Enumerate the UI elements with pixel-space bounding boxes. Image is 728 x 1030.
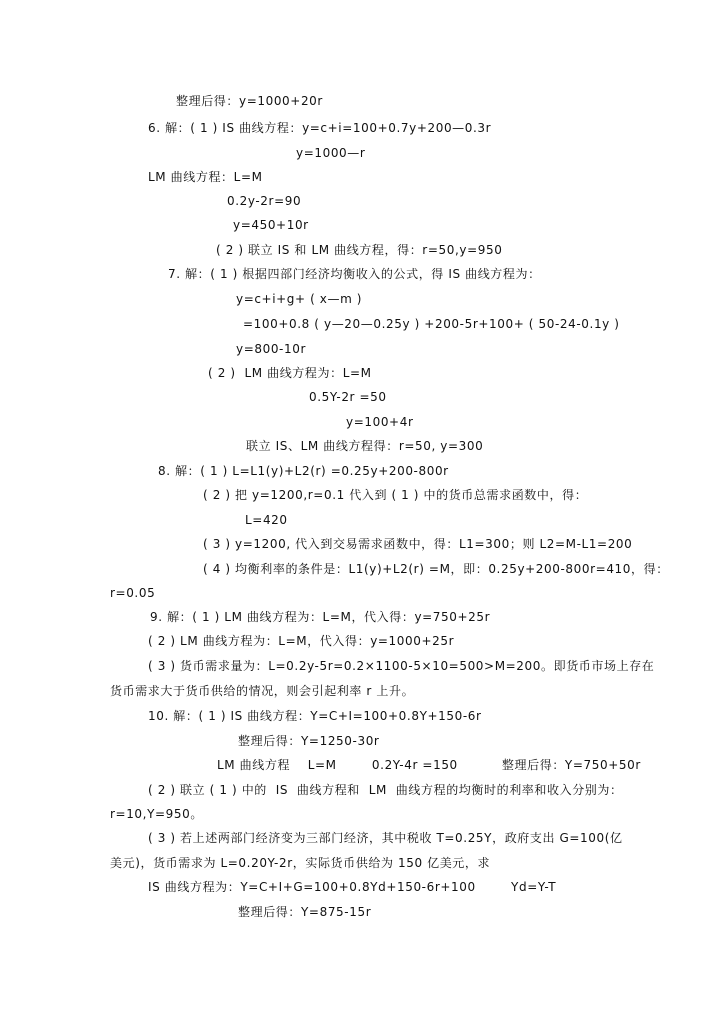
text-line: ( 4 ) 均衡利率的条件是：L1(y)+L2(r) =M，即：0.25y+200-800r=410，得：: [203, 562, 669, 576]
text-line: y=c+i+g+ ( x—m ): [236, 292, 363, 306]
text-line: 6. 解：( 1 ) IS 曲线方程：y=c+i=100+0.7y+200—0.3r: [148, 121, 492, 135]
text-line: 0.2y-2r=90: [227, 194, 302, 208]
text-line: 10. 解：( 1 ) IS 曲线方程：Y=C+I=100+0.8Y+150-6r: [148, 709, 482, 723]
text-line: 联立 IS、LM 曲线方程得：r=50, y=300: [246, 439, 484, 453]
text-line: y=800-10r: [236, 342, 306, 356]
text-line: ( 2 ) 联立 IS 和 LM 曲线方程，得：r=50,y=950: [216, 243, 503, 257]
text-line: 9. 解：( 1 ) LM 曲线方程为：L=M，代入得：y=750+25r: [150, 610, 491, 624]
text-line: 整理后得：Y=875-15r: [238, 905, 372, 919]
text-line: ( 2 ) LM 曲线方程为：L=M: [208, 366, 372, 380]
text-line: LM 曲线方程 L=M 0.2Y-4r =150 整理后得：Y=750+50r: [217, 758, 641, 772]
text-line: 货币需求大于货币供给的情况，则会引起利率 r 上升。: [110, 684, 415, 698]
text-line: y=450+10r: [233, 218, 309, 232]
text-line: 0.5Y-2r =50: [309, 390, 387, 404]
text-line: L=420: [245, 513, 288, 527]
text-line: y=1000—r: [296, 146, 366, 160]
text-line: ( 3 ) 货币需求量为：L=0.2y-5r=0.2×1100-5×10=500>M=200。即货币市场上存在: [148, 659, 655, 673]
text-line: 美元)，货币需求为 L=0.20Y-2r，实际货币供给为 150 亿美元，求: [110, 856, 491, 870]
text-line: ( 3 ) y=1200, 代入到交易需求函数中，得：L1=300；则 L2=M-L1=200: [203, 537, 633, 551]
text-line: r=10,Y=950。: [110, 807, 203, 821]
text-line: 整理后得：y=1000+20r: [176, 94, 323, 108]
text-line: IS 曲线方程为：Y=C+I+G=100+0.8Yd+150-6r+100 Yd=Y-T: [148, 880, 557, 894]
text-line: LM 曲线方程：L=M: [148, 170, 263, 184]
text-line: ( 2 ) 联立 ( 1 ) 中的 IS 曲线方程和 LM 曲线方程的均衡时的利率和收入分别为：: [148, 783, 623, 797]
text-line: y=100+4r: [346, 415, 414, 429]
text-line: ( 3 ) 若上述两部门经济变为三部门经济，其中税收 T=0.25Y，政府支出 G=100(亿: [148, 831, 623, 845]
text-line: ( 2 ) 把 y=1200,r=0.1 代入到 ( 1 ) 中的货币总需求函数中，得：: [203, 488, 588, 502]
text-line: r=0.05: [110, 586, 156, 600]
text-line: =100+0.8 ( y—20—0.25y ) +200-5r+100+ ( 50-24-0.1y ): [243, 317, 620, 331]
text-line: ( 2 ) LM 曲线方程为：L=M，代入得：y=1000+25r: [148, 634, 455, 648]
text-line: 7. 解：( 1 ) 根据四部门经济均衡收入的公式，得 IS 曲线方程为：: [168, 267, 541, 281]
text-line: 8. 解：( 1 ) L=L1(y)+L2(r) =0.25y+200-800r: [158, 464, 449, 478]
text-line: 整理后得：Y=1250-30r: [238, 734, 380, 748]
